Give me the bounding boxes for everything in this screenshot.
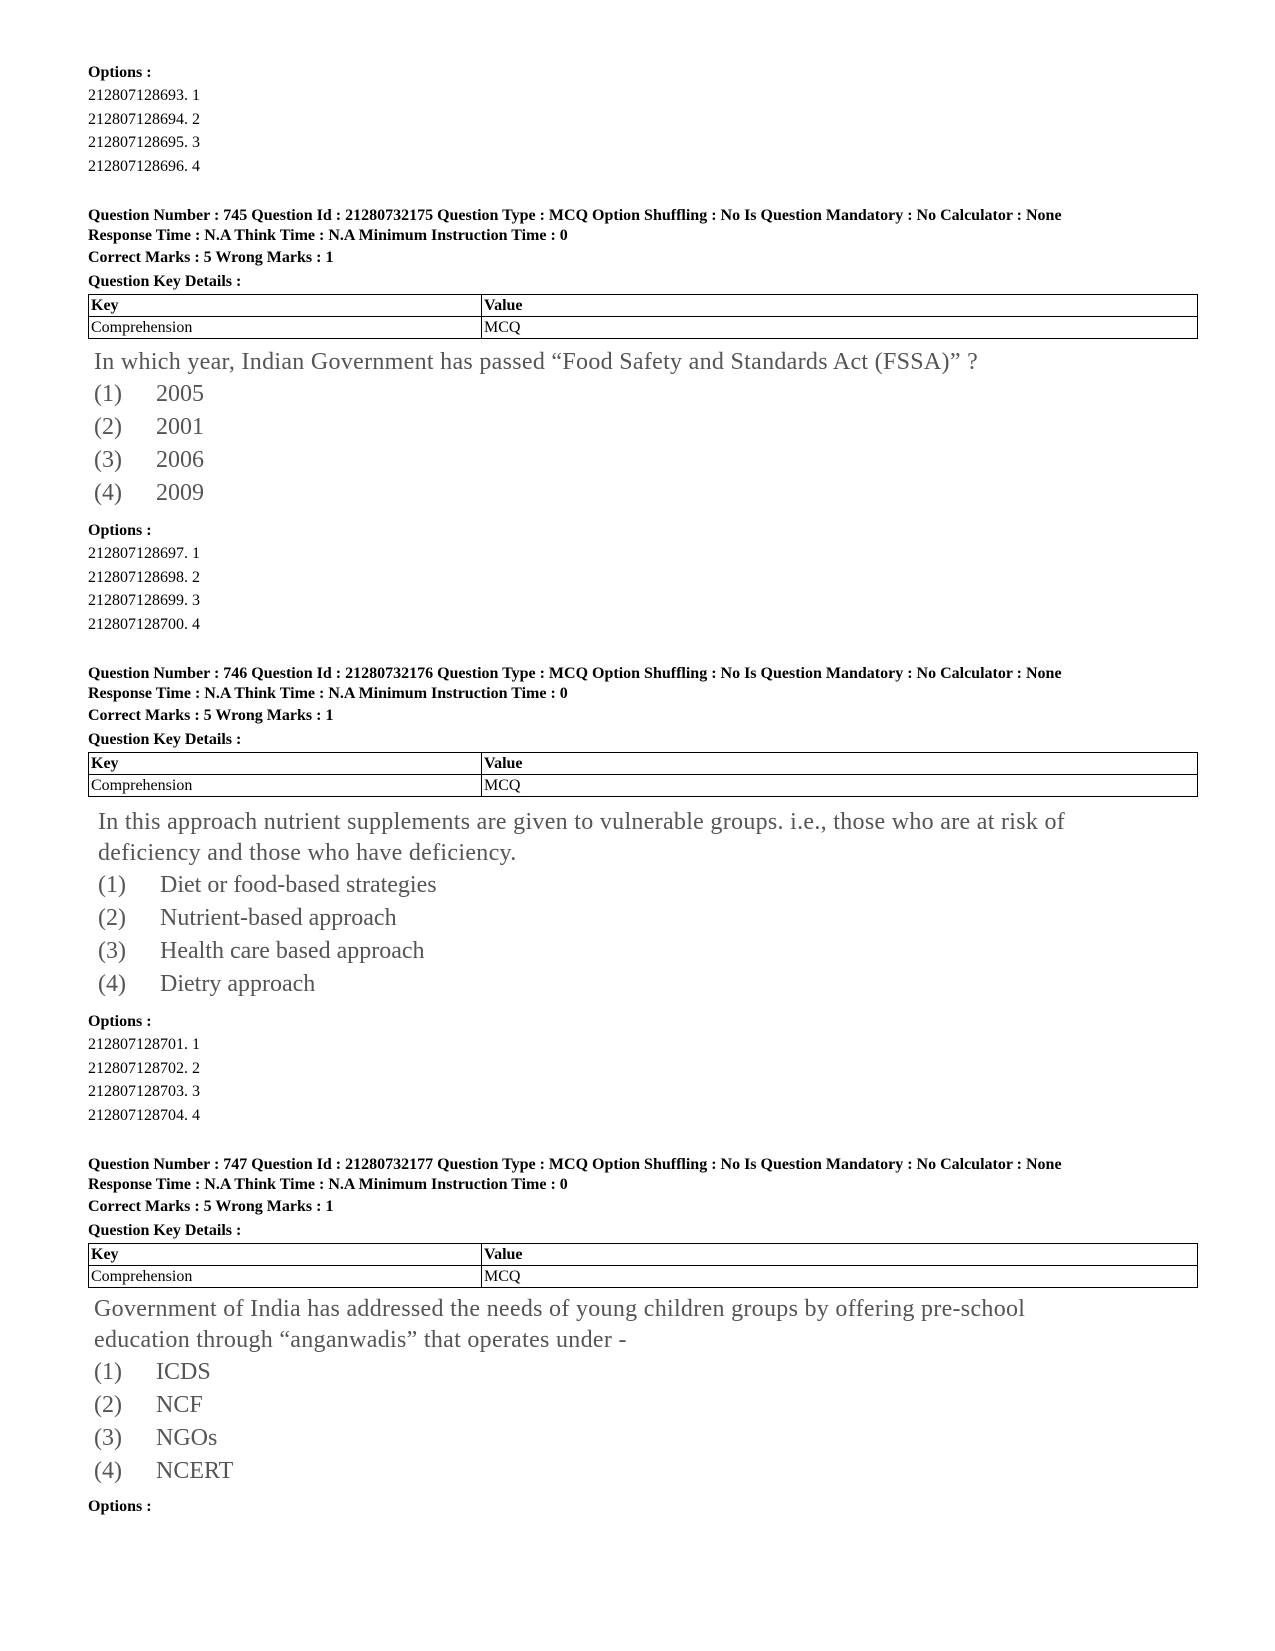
table-header-key: Key xyxy=(89,1244,482,1266)
key-value-table xyxy=(88,294,1198,339)
table-header-value: Value xyxy=(482,295,1198,317)
choice-text: Dietry approach xyxy=(160,971,316,997)
options-label: Options : xyxy=(88,1013,152,1030)
option-line: 212807128699. 3 xyxy=(88,592,200,609)
choice-text: 2005 xyxy=(156,381,204,407)
question-text: In which year, Indian Government has passed “Food Safety and Standards Act (FSSA)” ? xyxy=(94,349,979,375)
table-cell-key: Comprehension xyxy=(89,1266,482,1288)
table-cell-value: MCQ xyxy=(482,1266,1198,1288)
choice-number: (4) xyxy=(94,1458,122,1484)
question-timing: Response Time : N.A Think Time : N.A Minimum Instruction Time : 0 xyxy=(88,685,568,702)
question-marks: Correct Marks : 5 Wrong Marks : 1 xyxy=(88,249,334,266)
choice-number: (2) xyxy=(98,905,126,931)
table-header-row xyxy=(89,753,1198,775)
choice-item xyxy=(94,378,1198,411)
document-page xyxy=(88,62,1198,1518)
choice-item xyxy=(98,869,1198,902)
options-label: Options : xyxy=(88,64,152,81)
table-header-value: Value xyxy=(482,1244,1198,1266)
choice-text: NCERT xyxy=(156,1458,234,1484)
choice-item xyxy=(94,1389,1198,1422)
choice-number: (3) xyxy=(94,1425,122,1451)
question-text-image xyxy=(94,1294,1198,1488)
choice-item xyxy=(94,1455,1198,1488)
question-text-line: Government of India has addressed the needs of young children groups by offering pre-school xyxy=(94,1296,1026,1322)
options-label: Options : xyxy=(88,522,152,539)
choice-text: 2009 xyxy=(156,480,204,506)
choice-number: (2) xyxy=(94,1392,122,1418)
choice-text: Health care based approach xyxy=(160,938,425,964)
question-marks: Correct Marks : 5 Wrong Marks : 1 xyxy=(88,707,334,724)
choice-text: 2006 xyxy=(156,447,204,473)
table-cell-value: MCQ xyxy=(482,317,1198,339)
option-line: 212807128694. 2 xyxy=(88,110,200,128)
question-text-image xyxy=(98,807,1198,1001)
choice-text: Diet or food-based strategies xyxy=(160,872,437,898)
option-line: 212807128703. 3 xyxy=(88,1083,200,1100)
choice-text: ICDS xyxy=(156,1359,211,1385)
question-745 xyxy=(88,206,1198,636)
choice-number: (2) xyxy=(94,414,122,440)
option-line: 212807128696. 4 xyxy=(88,157,200,175)
question-header: Question Number : 745 Question Id : 21280732175 Question Type : MCQ Option Shuffling : No Is Question Mandatory : No Calculator : None xyxy=(88,207,1062,224)
choice-number: (1) xyxy=(94,381,122,407)
choice-item xyxy=(94,1422,1198,1455)
table-header-key: Key xyxy=(89,753,482,775)
table-header-value: Value xyxy=(482,753,1198,775)
table-row xyxy=(89,775,1198,797)
option-line: 212807128695. 3 xyxy=(88,134,200,151)
option-line: 212807128698. 2 xyxy=(88,568,200,586)
table-header-row xyxy=(89,295,1198,317)
question-747 xyxy=(88,1155,1198,1518)
question-timing: Response Time : N.A Think Time : N.A Minimum Instruction Time : 0 xyxy=(88,227,568,244)
choice-item xyxy=(94,444,1198,477)
option-line: 212807128700. 4 xyxy=(88,615,200,633)
choice-text: NCF xyxy=(156,1392,203,1418)
choice-number: (4) xyxy=(94,480,122,506)
question-text-line: education through “anganwadis” that operates under - xyxy=(94,1327,627,1353)
choice-number: (3) xyxy=(94,447,122,473)
top-options xyxy=(88,62,1198,178)
key-details-label: Question Key Details : xyxy=(88,731,242,748)
option-line: 212807128697. 1 xyxy=(88,545,200,562)
choice-item xyxy=(94,1356,1198,1389)
choice-text: 2001 xyxy=(156,414,204,440)
question-text-line: In this approach nutrient supplements are given to vulnerable groups. i.e., those who are at risk of xyxy=(98,809,1066,835)
choice-number: (3) xyxy=(98,938,126,964)
choice-number: (1) xyxy=(94,1359,122,1385)
question-text-line: deficiency and those who have deficiency. xyxy=(98,840,517,866)
table-header-row xyxy=(89,1244,1198,1266)
table-header-key: Key xyxy=(89,295,482,317)
choice-item xyxy=(98,968,1198,1001)
answer-options xyxy=(88,520,1198,636)
choice-number: (4) xyxy=(98,971,126,997)
table-cell-key: Comprehension xyxy=(89,317,482,339)
choice-number: (1) xyxy=(98,872,126,898)
choice-item xyxy=(94,411,1198,444)
option-line: 212807128702. 2 xyxy=(88,1059,200,1077)
table-row xyxy=(89,317,1198,339)
choice-item xyxy=(94,477,1198,510)
choice-item xyxy=(98,935,1198,968)
key-value-table xyxy=(88,1243,1198,1288)
choice-text: NGOs xyxy=(156,1425,218,1451)
question-timing: Response Time : N.A Think Time : N.A Minimum Instruction Time : 0 xyxy=(88,1176,568,1193)
table-row xyxy=(89,1266,1198,1288)
options-label: Options : xyxy=(88,1498,152,1515)
key-value-table xyxy=(88,752,1198,797)
question-text-image xyxy=(94,347,1198,510)
table-cell-key: Comprehension xyxy=(89,775,482,797)
choice-text: Nutrient-based approach xyxy=(160,905,397,931)
question-marks: Correct Marks : 5 Wrong Marks : 1 xyxy=(88,1198,334,1215)
key-details-label: Question Key Details : xyxy=(88,1222,242,1239)
question-746 xyxy=(88,664,1198,1127)
option-line: 212807128701. 1 xyxy=(88,1036,200,1053)
table-cell-value: MCQ xyxy=(482,775,1198,797)
question-header: Question Number : 746 Question Id : 21280732176 Question Type : MCQ Option Shuffling : No Is Question Mandatory : No Calculator : None xyxy=(88,665,1062,682)
answer-options xyxy=(88,1496,1198,1518)
key-details-label: Question Key Details : xyxy=(88,273,242,290)
option-line: 212807128693. 1 xyxy=(88,87,200,104)
option-line: 212807128704. 4 xyxy=(88,1106,200,1124)
question-header: Question Number : 747 Question Id : 21280732177 Question Type : MCQ Option Shuffling : No Is Question Mandatory : No Calculator : None xyxy=(88,1156,1062,1173)
answer-options xyxy=(88,1011,1198,1127)
choice-item xyxy=(98,902,1198,935)
